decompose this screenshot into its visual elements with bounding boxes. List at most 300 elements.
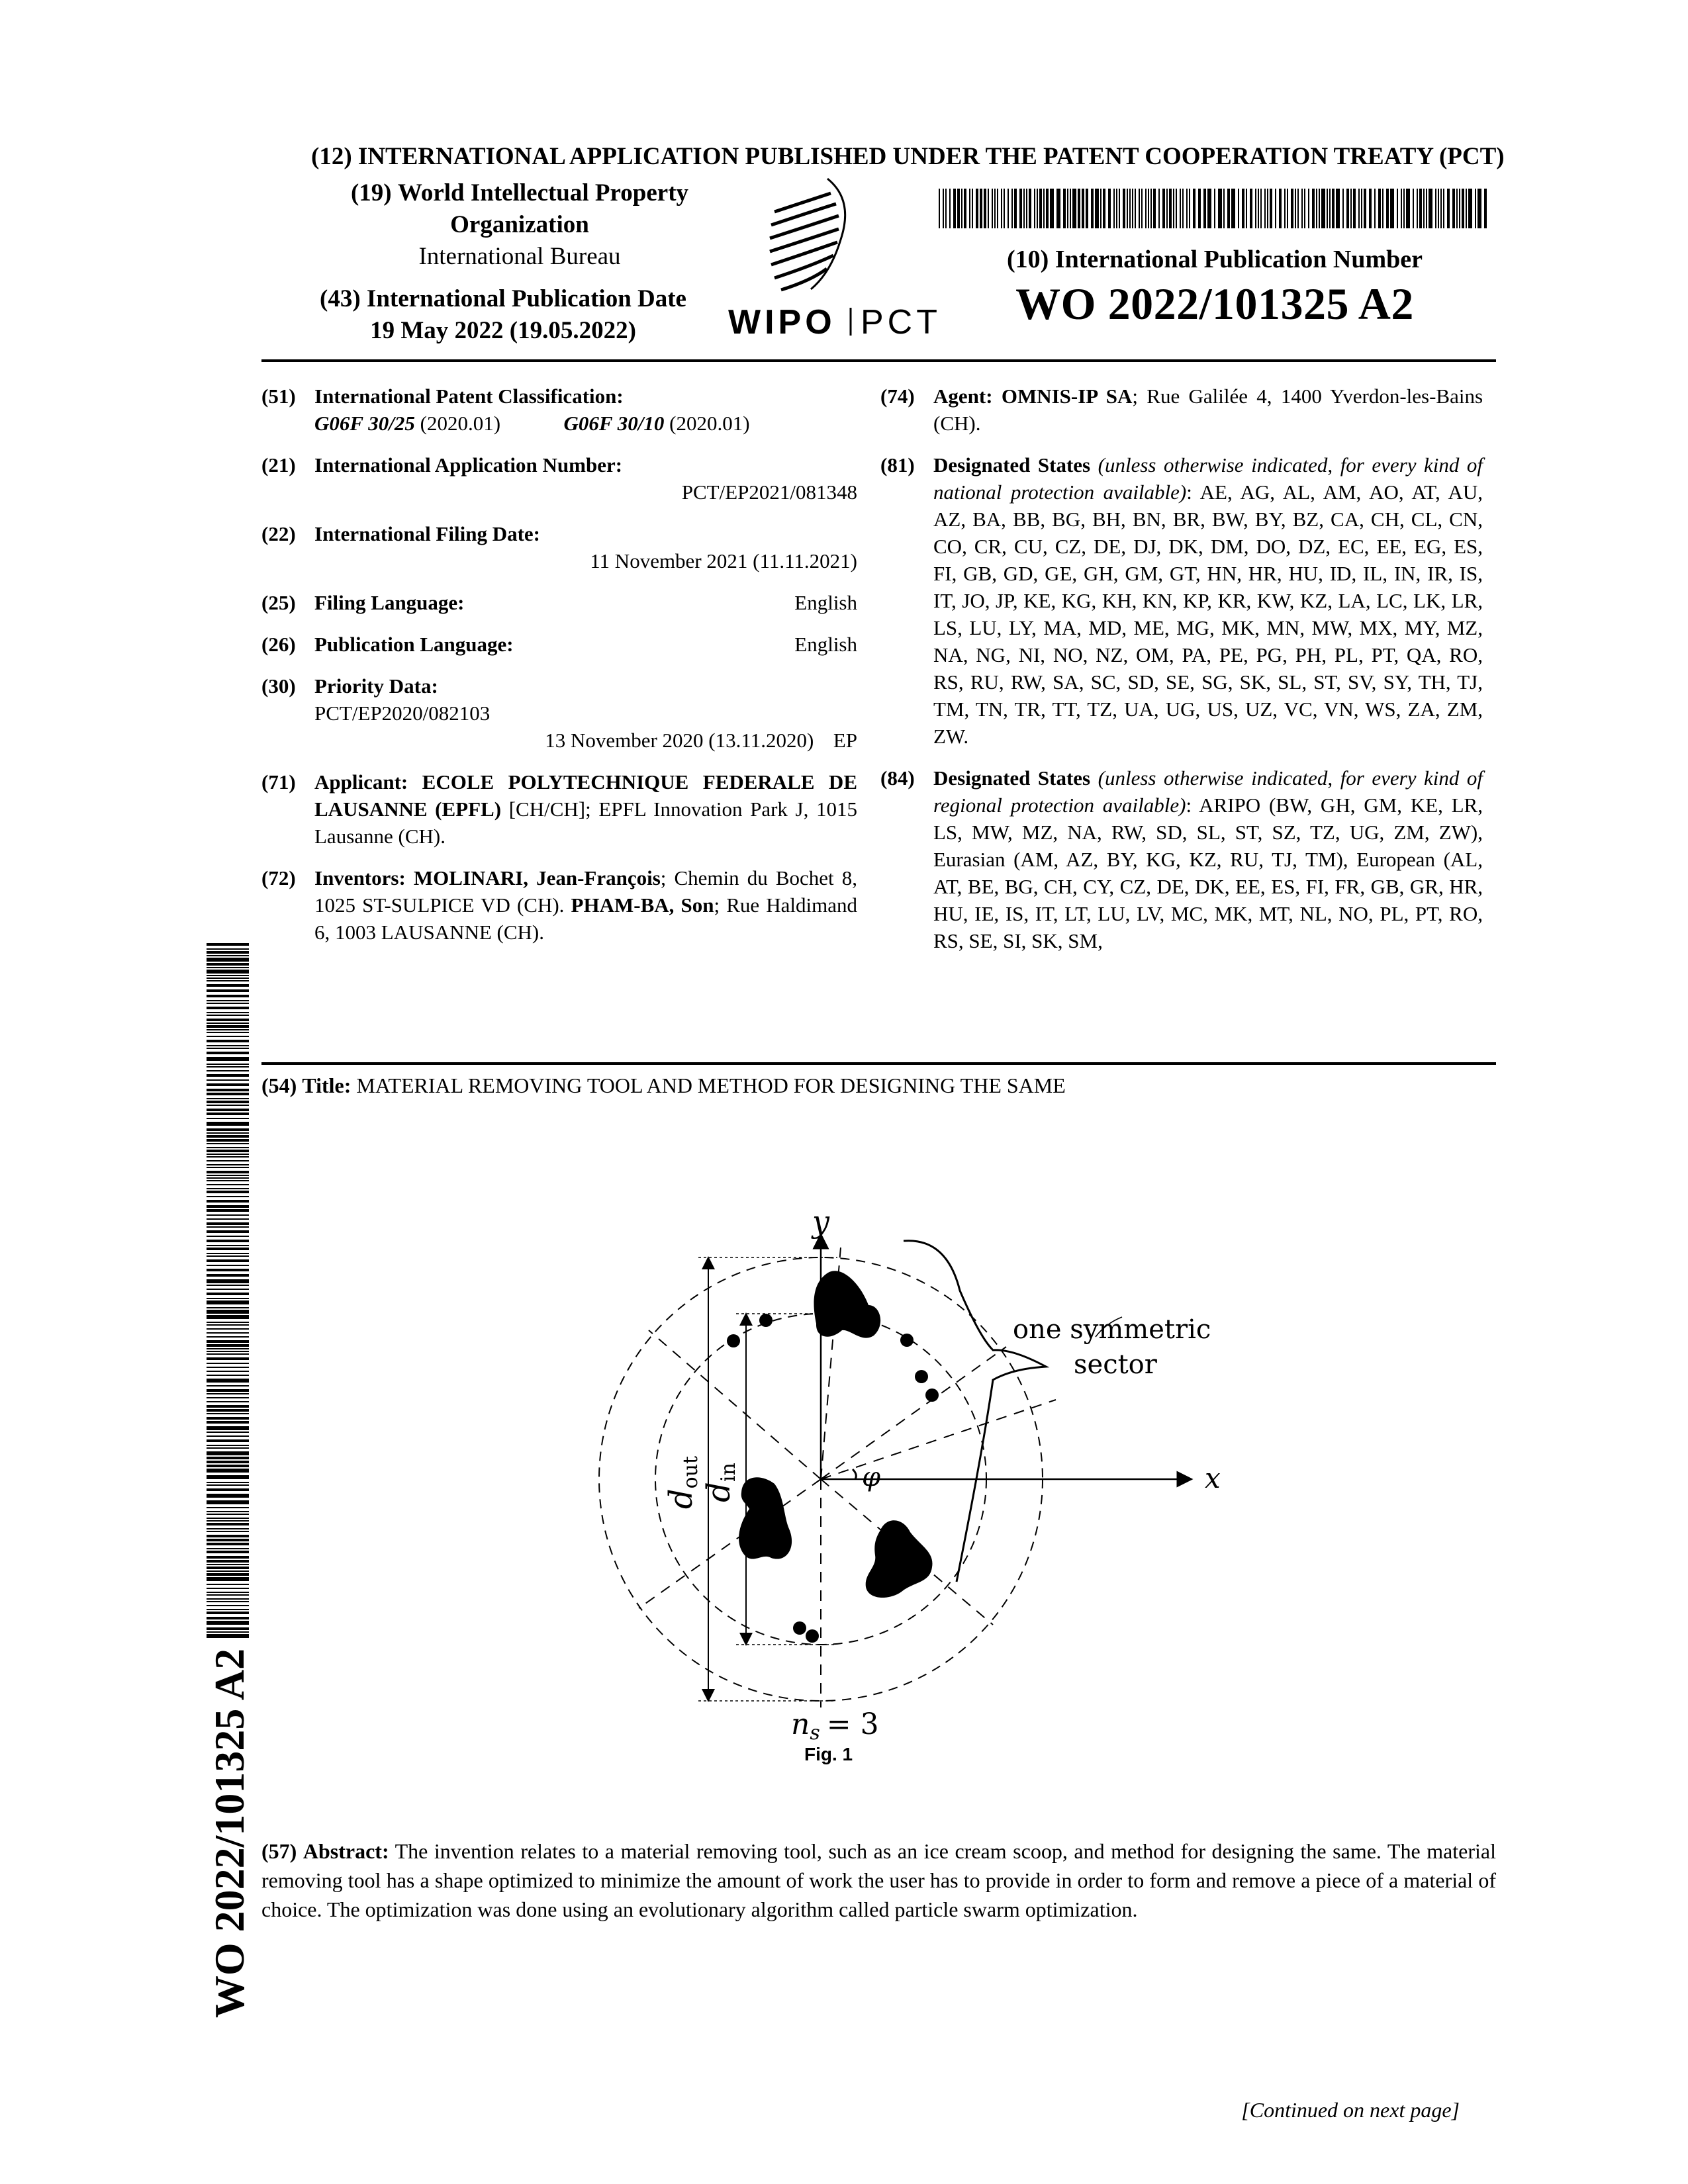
abstract-text: The invention relates to a material removing tool, such as an ice cream scoop, and method for designing the same. The material removing tool has a shape optimized to minimize the amount of work the user has to provide in order to form and remove a piece of a material of choice. The optimization was done using an evolutionary algorithm called particle swarm optimization. [261, 1839, 1497, 1921]
barcode-bar [207, 970, 249, 974]
barcode-bar [945, 189, 947, 228]
barcode-bar [1014, 189, 1017, 228]
publication-date-block [291, 283, 715, 347]
barcode-bar [207, 1494, 249, 1498]
barcode-bar [207, 1617, 249, 1619]
national-states-list: : AE, AG, AL, AM, AO, AT, AU, AZ, BA, BB, BG, BH, BN, BR, BW, BY, BZ, CA, CH, CL, CN, CO, CR, CU, CZ, DE, DJ, DK, DM, DO, DZ, EC, EE, EG, ES, FI, GB, GD, GE, GH, GM, GT, HN, HR, HU, ID, IL, IN, IR, IS, IT, JO, JP, KE, KG, KH, KN, KP, KR, KW, KZ, LA, LC, LK, LR, LS, LU, LY, MA, MD, ME, MG, MK, MN, MW, MX, MY, MZ, NA, NG, NI, NO, NZ, OM, PA, PE, PG, PH, PL, PT, QA, RO, RS, RU, RW, SA, SC, SD, SE, SG, SK, SL, ST, SV, SY, TH, TJ, TM, TN, TR, TT, TZ, UA, UG, US, UZ, VC, VN, WS, ZA, ZM, ZW. [933, 480, 1483, 748]
barcode-bar [207, 1417, 249, 1420]
barcode-bar [992, 189, 993, 228]
barcode-bar [207, 1036, 249, 1037]
barcode-bar [207, 1003, 249, 1004]
barcode-bar [207, 1634, 249, 1638]
barcode-bar [1169, 189, 1172, 228]
barcode-bar [1001, 189, 1002, 228]
inventor-1-address: ; Chemin du Bochet 8, 1025 ST-SULPICE VD (CH). [314, 866, 857, 917]
barcode-bar [1321, 189, 1325, 228]
applicant-details: [CH/CH]; EPFL Innovation Park J, 1015 Lausanne (CH). [314, 797, 858, 848]
org-name-line3: International Bureau [418, 243, 621, 270]
barcode-bar [1166, 189, 1168, 228]
barcode-bar [207, 1577, 249, 1581]
field-71 [261, 768, 857, 850]
barcode-bar [207, 1401, 249, 1402]
barcode-bar [207, 1032, 249, 1033]
applicant-name: ECOLE POLYTECHNIQUE FEDERALE DE LAUSANNE (EPFL) [314, 770, 857, 821]
barcode-bar [1023, 189, 1025, 228]
vertical-publication-number [206, 1648, 253, 2019]
bibliographic-right-column [880, 383, 1483, 969]
y-axis-label: y [812, 1204, 829, 1240]
barcode-bar [207, 995, 249, 997]
barcode-bar [1459, 189, 1460, 228]
barcode-bar [1260, 189, 1262, 228]
barcode-bar [1397, 189, 1398, 228]
barcode-bar [207, 1367, 249, 1368]
barcode-bar [207, 1389, 249, 1392]
pub-date-label: International Publication Date [366, 285, 686, 312]
barcode-bar [207, 1070, 249, 1071]
inventor-2-address: ; Rue Haldimand 6, 1003 LAUSANNE (CH). [314, 893, 858, 944]
barcode-bar [207, 1245, 249, 1246]
barcode-bar [1304, 189, 1305, 228]
publication-language: English [794, 633, 857, 656]
field-number: (84) [880, 766, 915, 790]
barcode-bar [1369, 189, 1372, 228]
barcode-bar [1332, 189, 1335, 228]
field-label: International Filing Date: [314, 522, 540, 545]
barcode-bar [1176, 189, 1177, 228]
field-number: (74) [880, 385, 915, 408]
barcode-bar [1086, 189, 1088, 228]
barcode-bar [1082, 189, 1084, 228]
barcode-bar [207, 1598, 249, 1600]
barcode-bar [1447, 189, 1450, 228]
barcode-bar [207, 989, 249, 992]
barcode-bar [207, 1447, 249, 1449]
barcode-bar [207, 1523, 249, 1525]
org-name-line1: World Intellectual Property [397, 179, 689, 206]
barcode-bar [207, 1413, 249, 1414]
barcode-bar [1358, 189, 1360, 228]
barcode-bar [207, 1310, 249, 1314]
barcode-bar [207, 1289, 249, 1290]
barcode-bar [1123, 189, 1125, 228]
field-label: Priority Data: [314, 674, 438, 698]
barcode-bar [1158, 189, 1160, 228]
title-field-number: (54) [261, 1073, 297, 1097]
invention-title [261, 1073, 1496, 1098]
barcode-bar [207, 1040, 249, 1042]
barcode-bar [1180, 189, 1181, 228]
priority-country: EP [833, 729, 857, 752]
ns-label [791, 1707, 879, 1741]
pct-logo-text: PCT [861, 303, 941, 341]
bibliographic-left-column [261, 383, 857, 960]
field-number: (26) [261, 633, 296, 656]
barcode-bar [207, 1164, 249, 1165]
publication-type-heading: (12) INTERNATIONAL APPLICATION PUBLISHED UNDER THE PATENT COOPERATION TREATY (PCT) [311, 143, 1505, 170]
barcode-bar [207, 1548, 249, 1549]
barcode-bar [207, 1435, 249, 1437]
barcode-bar [939, 189, 940, 228]
barcode-bar [1026, 189, 1027, 228]
barcode-bar [207, 1315, 249, 1319]
barcode-bar [207, 1122, 249, 1126]
barcode-bar [207, 1371, 249, 1372]
barcode-bar [207, 1015, 249, 1016]
barcode-bar [207, 1500, 249, 1504]
field-number: (51) [261, 385, 296, 408]
title-text: MATERIAL REMOVING TOOL AND METHOD FOR DESIGNING THE SAME [356, 1073, 1066, 1097]
barcode-bar [207, 1475, 249, 1479]
ns-subscript: s [810, 1721, 820, 1741]
barcode-bar [207, 1409, 249, 1412]
figure-1-drawing [490, 1185, 1258, 1741]
barcode-bar [1382, 189, 1383, 228]
barcode-bar [207, 1605, 249, 1606]
barcode-bar [207, 1128, 249, 1131]
barcode-bar [1153, 189, 1156, 228]
barcode-bar [1063, 189, 1066, 228]
barcode-bar [207, 1188, 249, 1189]
side-barcode [207, 943, 249, 1638]
barcode-bar [207, 1177, 249, 1179]
barcode-bar [1132, 189, 1133, 228]
barcode-bar [207, 1573, 249, 1576]
barcode-bar [207, 1057, 249, 1061]
barcode-bar [207, 1631, 249, 1633]
barcode-bar [207, 1469, 249, 1473]
d-out-subscript: out [679, 1455, 702, 1489]
barcode-bar [207, 980, 249, 981]
barcode-bar [1037, 189, 1038, 228]
x-axis-label: x [1205, 1462, 1221, 1494]
barcode-bar [207, 1511, 249, 1512]
barcode-bar [1231, 189, 1235, 228]
wipo-globe-icon [770, 179, 845, 290]
field-number: (71) [261, 770, 296, 794]
barcode-bar [1484, 189, 1487, 228]
barcode-bar [1070, 189, 1071, 228]
barcode-bar [1182, 189, 1184, 228]
barcode-bar [207, 1205, 249, 1208]
barcode-bar [207, 1105, 249, 1106]
barcode-bar [980, 189, 982, 228]
blade-3 [866, 1520, 933, 1598]
barcode-bar [207, 1539, 249, 1541]
field-label: Publication Language: [314, 633, 514, 656]
barcode-bar [943, 189, 944, 228]
barcode-bar [207, 1150, 249, 1152]
barcode-bar [207, 1560, 249, 1563]
barcode-bar [207, 1348, 249, 1349]
barcode-bar [207, 1298, 249, 1299]
barcode-bar [957, 189, 960, 228]
field-number: (81) [880, 453, 915, 477]
barcode-bar [994, 189, 996, 228]
field-84 [880, 764, 1483, 954]
barcode-bar [1129, 189, 1131, 228]
barcode-bar [1008, 189, 1009, 228]
field-number: (22) [261, 522, 296, 545]
barcode-bar [207, 1307, 249, 1308]
barcode-bar [207, 1482, 249, 1483]
barcode-bar [207, 1167, 249, 1168]
barcode-bar [1401, 189, 1402, 228]
barcode-bar [964, 189, 966, 228]
barcode-bar [1116, 189, 1117, 228]
barcode-bar [1291, 189, 1293, 228]
field-22 [261, 520, 857, 574]
barcode-bar [1452, 189, 1455, 228]
barcode-bar [1287, 189, 1288, 228]
barcode-bar [949, 189, 951, 228]
inventor-2-name: PHAM-BA, Son [571, 893, 714, 917]
field-26 [261, 631, 857, 658]
barcode-bar [1435, 189, 1436, 228]
barcode-bar [984, 189, 986, 228]
barcode-bar [207, 1101, 249, 1103]
barcode-bar [207, 1551, 249, 1553]
barcode-bar [207, 963, 249, 966]
priority-number: PCT/EP2020/082103 [314, 702, 491, 725]
svg-text:din [700, 1463, 740, 1502]
barcode-bar [1429, 189, 1432, 228]
barcode-bar [207, 1465, 249, 1467]
barcode-bar [1284, 189, 1286, 228]
barcode-bar [207, 1147, 249, 1148]
barcode-bar [207, 1000, 249, 1001]
barcode-bar [207, 1601, 249, 1602]
barcode-bar [207, 1451, 249, 1455]
barcode-bar [1119, 189, 1120, 228]
barcode-bar [207, 1612, 249, 1614]
barcode-bar [207, 1118, 249, 1119]
barcode-bar [207, 1214, 249, 1216]
barcode-bar [1361, 189, 1362, 228]
abstract-field-number: (57) [261, 1839, 297, 1863]
barcode-bar [207, 955, 249, 956]
field-label: Applicant: [314, 770, 408, 794]
barcode-bar [207, 1019, 249, 1021]
regional-qualifier: (unless otherwise indicated, for every kind of regional protection available) [933, 766, 1483, 817]
barcode-bar [1218, 189, 1222, 228]
wipo-organization [311, 177, 728, 273]
barcode-bar [207, 943, 249, 946]
barcode-bar [1127, 189, 1128, 228]
classification-2-year: (2020.01) [669, 412, 750, 435]
d-in-label [700, 1463, 740, 1502]
pub-date-value: 19 May 2022 (19.05.2022) [370, 317, 636, 344]
barcode-bar [207, 958, 249, 962]
barcode-bar [1011, 189, 1013, 228]
barcode-bar [1468, 189, 1472, 228]
barcode-bar [1353, 189, 1356, 228]
barcode-bar [207, 1248, 249, 1250]
sector-brace [904, 1241, 1046, 1582]
barcode-bar [1413, 189, 1414, 228]
barcode-bar [1095, 189, 1099, 228]
barcode-bar [976, 189, 978, 228]
field-label: Designated States [933, 766, 1091, 790]
barcode-bar [1255, 189, 1256, 228]
barcode-bar [207, 1332, 249, 1334]
org-field-number: (19) [350, 179, 392, 206]
barcode-bar [1214, 189, 1215, 228]
barcode-bar [1270, 189, 1272, 228]
barcode-bar [207, 1230, 249, 1233]
barcode-bar [207, 1584, 249, 1585]
barcode-bar [207, 1048, 249, 1049]
national-qualifier: (unless otherwise indicated, for every kind of national protection available) [933, 453, 1483, 504]
filing-language: English [794, 591, 857, 614]
barcode-bar [207, 984, 249, 987]
barcode-bar [972, 189, 973, 228]
barcode-bar [207, 1324, 249, 1326]
barcode-bar [1336, 189, 1340, 228]
field-label: International Patent Classification: [314, 385, 624, 408]
barcode-bar [207, 1132, 249, 1134]
barcode-bar [207, 1064, 249, 1065]
barcode-bar [207, 1074, 249, 1077]
barcode-bar [1426, 189, 1427, 228]
d-in-symbol: d [700, 1482, 737, 1502]
barcode-bar [1238, 189, 1239, 228]
barcode-bar [207, 1385, 249, 1387]
barcode-bar [1046, 189, 1049, 228]
field-74 [880, 383, 1483, 437]
svg-text:dout [663, 1456, 702, 1509]
barcode-bar [1227, 189, 1230, 228]
classification-1: G06F 30/25 [314, 412, 415, 435]
vertical-publication-number-text: WO 2022/101325 A2 [206, 1648, 253, 2019]
barcode-bar [1103, 189, 1105, 228]
barcode-bar [1462, 189, 1464, 228]
barcode-bar [988, 189, 989, 228]
barcode-bar [1443, 189, 1444, 228]
barcode-bar [207, 1445, 249, 1446]
barcode-bar [1423, 189, 1425, 228]
barcode-bar [207, 1520, 249, 1522]
barcode-bar [207, 1007, 249, 1009]
barcode-bar [1029, 189, 1031, 228]
publication-number-block [940, 245, 1489, 330]
barcode-bar [207, 1556, 249, 1559]
barcode-bar [207, 1079, 249, 1081]
barcode-bar [207, 1253, 249, 1254]
barcode-bar [1108, 189, 1111, 228]
barcode-bar [207, 1293, 249, 1295]
barcode-bar [1386, 189, 1389, 228]
barcode-bar [1438, 189, 1439, 228]
sector-label-line1: one symmetric [1013, 1314, 1211, 1345]
classification-2: G06F 30/10 [563, 412, 665, 435]
inventor-1-name: MOLINARI, Jean-François [413, 866, 661, 889]
barcode-bar [1258, 189, 1259, 228]
barcode-bar [207, 1564, 249, 1565]
abstract-label: Abstract: [303, 1839, 389, 1863]
barcode-bar [207, 951, 249, 954]
barcode-bar [1456, 189, 1458, 228]
barcode-bar [207, 1191, 249, 1193]
priority-date: 13 November 2020 (13.11.2020) [545, 729, 814, 752]
barcode-bar [207, 1184, 249, 1185]
barcode-bar [207, 1300, 249, 1304]
barcode-bar [207, 1351, 249, 1352]
field-30 [261, 672, 857, 754]
barcode-bar [1189, 189, 1190, 228]
barcode-bar [207, 1439, 249, 1442]
field-label: Inventors: [314, 866, 406, 889]
barcode-bar [1145, 189, 1147, 228]
barcode-bar [207, 1518, 249, 1519]
barcode-bar [1078, 189, 1080, 228]
barcode-bar [207, 1588, 249, 1589]
barcode-bar [207, 1375, 249, 1376]
barcode-bar [207, 1209, 249, 1212]
barcode-bar [207, 1344, 249, 1347]
barcode-bar [1242, 189, 1244, 228]
barcode-bar [207, 1171, 249, 1173]
barcode-bar [207, 1421, 249, 1424]
barcode-bar [1207, 189, 1211, 228]
barcode-bar [1246, 189, 1247, 228]
barcode-bar [207, 1457, 249, 1459]
field-number: (25) [261, 591, 296, 614]
barcode-bar [1043, 189, 1045, 228]
barcode-bar [1039, 189, 1042, 228]
phi-angle-arc [853, 1469, 856, 1479]
barcode-bar [1319, 189, 1320, 228]
barcode-bar [207, 1514, 249, 1515]
barcode-bar [207, 1274, 249, 1277]
field-25 [261, 589, 857, 616]
field-label: Agent: [933, 385, 993, 408]
barcode-bar [207, 1426, 249, 1430]
pub-number-label: International Publication Number [1055, 246, 1423, 273]
barcode-bar [1148, 189, 1149, 228]
barcode-bar [953, 189, 956, 228]
barcode-bar [207, 1113, 249, 1115]
barcode-bar [207, 1488, 249, 1491]
barcode-bar [1198, 189, 1201, 228]
barcode-bar [207, 1259, 249, 1262]
barcode-bar [207, 1012, 249, 1013]
barcode-bar [207, 1093, 249, 1095]
org-name-line2: Organization [450, 211, 589, 238]
barcode-bar [207, 1139, 249, 1142]
barcode-bar [1113, 189, 1115, 228]
regional-states-list: : ARIPO (BW, GH, GM, KE, LR, LS, MW, MZ, NA, RW, SD, SL, ST, SZ, TZ, UG, ZM, ZW), Eurasian (AM, AZ, BY, KG, KZ, RU, TJ, TM), European (AL, AT, BE, BG, CH, CY, CZ, DE, DK, EE, ES, FI, FR, GB, GR, HR, HU, IE, IS, IT, LT, LU, LV, MC, MK, MT, NL, NO, PL, PT, RO, RS, SE, SI, SK, SM, [933, 794, 1483, 952]
barcode-bar [207, 1066, 249, 1068]
barcode-bar [1301, 189, 1303, 228]
barcode-bar [1067, 189, 1068, 228]
barcode-bar [1193, 189, 1196, 228]
barcode-bar [207, 1357, 249, 1360]
barcode-bar [207, 1609, 249, 1610]
field-number: (72) [261, 866, 296, 889]
barcode-bar [1150, 189, 1152, 228]
barcode-bar [207, 1135, 249, 1138]
field-label: International Application Number: [314, 453, 623, 477]
field-label: Filing Language: [314, 591, 465, 614]
barcode-bar [1072, 189, 1076, 228]
barcode-bar [207, 1528, 249, 1529]
barcode-bar [1004, 189, 1005, 228]
abstract [261, 1837, 1496, 1924]
field-51 [261, 383, 857, 437]
barcode-bar [1264, 189, 1266, 228]
barcode-bar [207, 1363, 249, 1364]
